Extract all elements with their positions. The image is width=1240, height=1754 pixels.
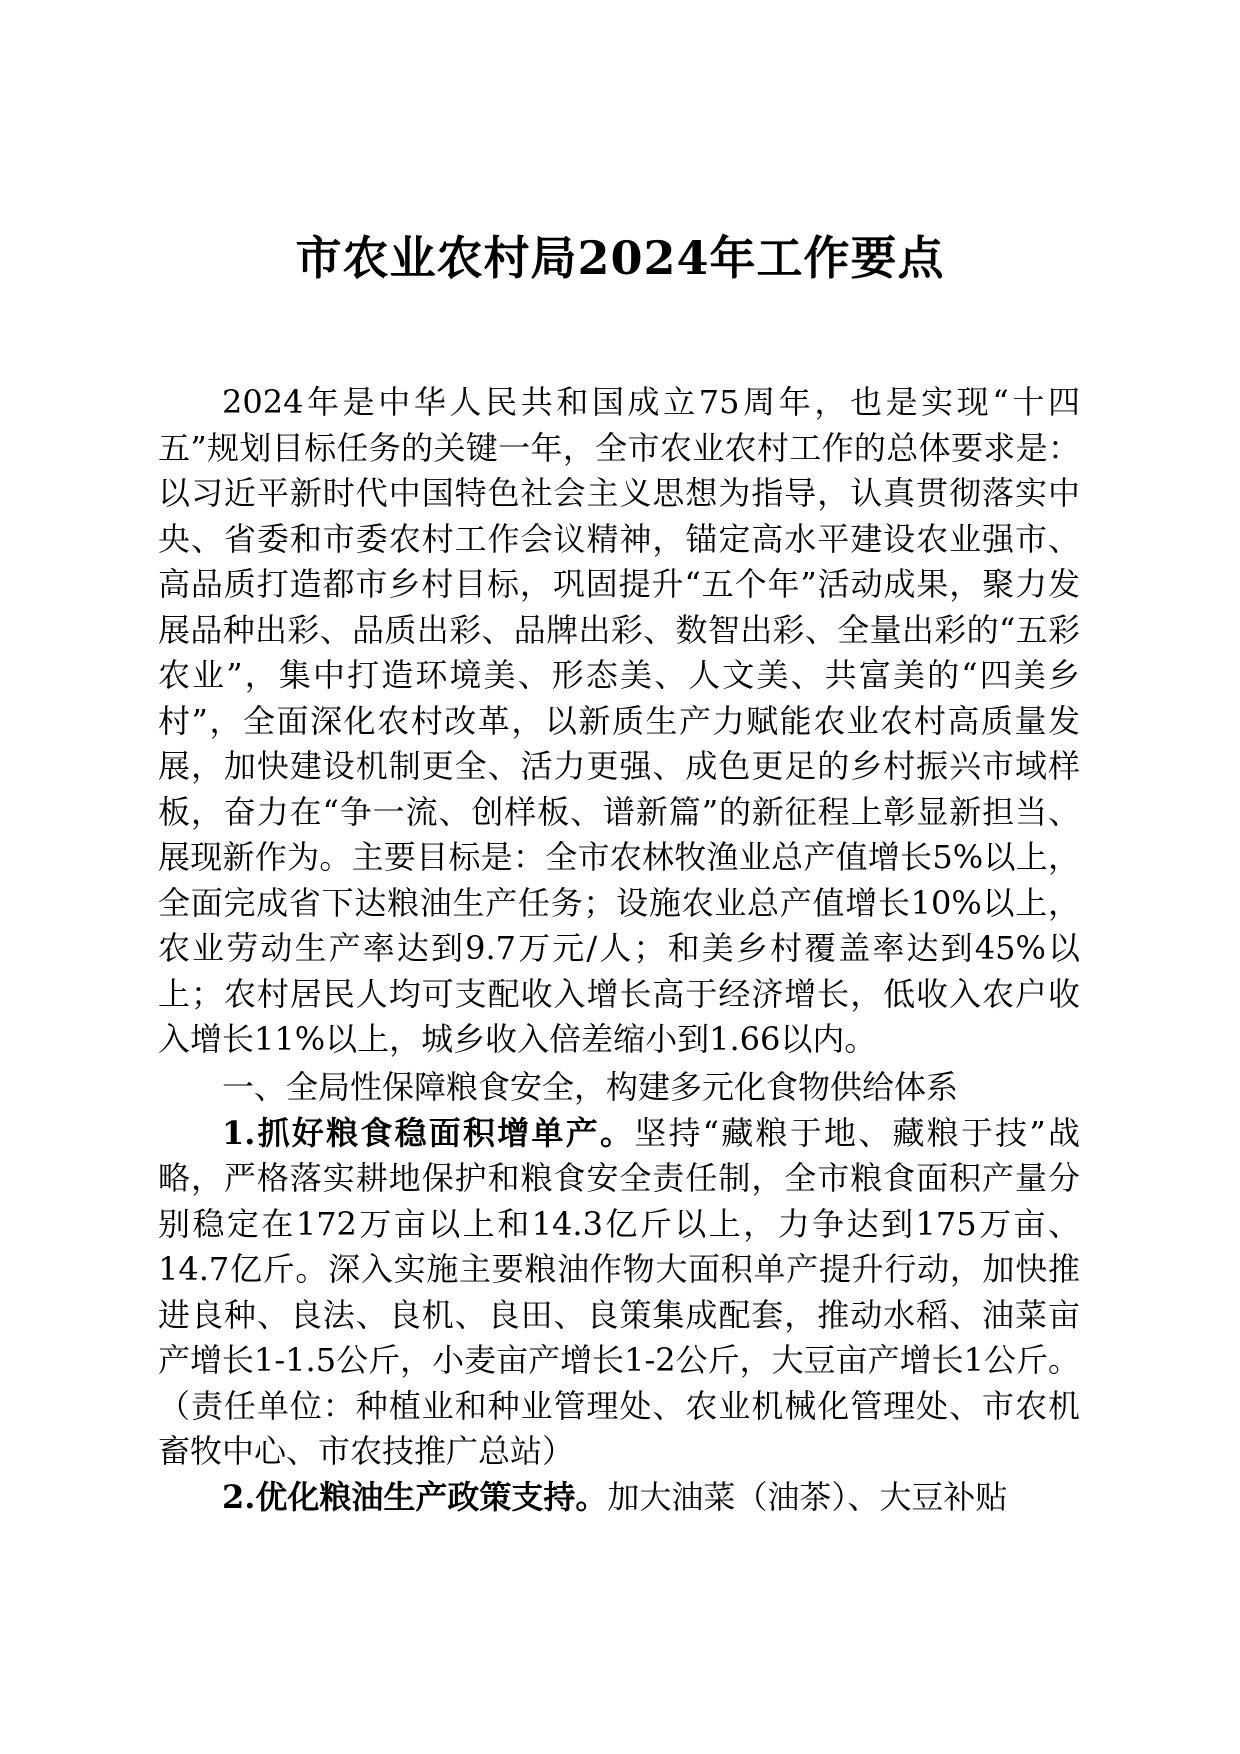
item-1-paragraph [158, 1111, 1080, 1475]
item-1-text: 坚持“藏粮于地、藏粮于技”战略，严格落实耕地保护和粮食安全责任制，全市粮食面积产量分别稳定在172万亩以上和14.3亿斤以上，力争达到175万亩、14.7亿斤。深入实施主要粮油作物大面积单产提升行动，加快推进良种、良法、良机、良田、良策集成配套，推动水稻、油菜亩产增长1-1.5公斤，小麦亩产增长1-2公斤，大豆亩产增长1公斤。（责任单位：种植业和种业管理处、农业机械化管理处、市农机畜牧中心、市农技推广总站） [158, 1113, 1080, 1470]
item-2-text: 加大油菜（油茶）、大豆补贴 [607, 1477, 1008, 1516]
item-1-heading: 1.抓好粮食稳面积增单产。 [222, 1113, 635, 1152]
document-body [158, 380, 1080, 1520]
intro-paragraph: 2024年是中华人民共和国成立75周年，也是实现“十四五”规划目标任务的关键一年，全市农业农村工作的总体要求是：以习近平新时代中国特色社会主义思想为指导，认真贯彻落实中央、省委和市委农村工作会议精神，锚定高水平建设农业强市、高品质打造都市乡村目标，巩固提升“五个年”活动成果，聚力发展品种出彩、品质出彩、品牌出彩、数智出彩、全量出彩的“五彩农业”，集中打造环境美、形态美、人文美、共富美的“四美乡村”，全面深化农村改革，以新质生产力赋能农业农村高质量发展，加快建设机制更全、活力更强、成色更足的乡村振兴市域样板，奋力在“争一流、创样板、谱新篇”的新征程上彰显新担当、展现新作为。主要目标是：全市农林牧渔业总产值增长5%以上，全面完成省下达粮油生产任务；设施农业总产值增长10%以上，农业劳动生产率达到9.7万元/人；和美乡村覆盖率达到45%以上；农村居民人均可支配收入增长高于经济增长，低收入农户收入增长11%以上，城乡收入倍差缩小到1.66以内。 [158, 383, 1080, 1058]
page-title: 市农业农村局2024年工作要点 [295, 231, 945, 285]
section-heading: 一、全局性保障粮食安全，构建多元化食物供给体系 [222, 1067, 959, 1106]
item-2-heading: 2.优化粮油生产政策支持。 [222, 1477, 608, 1516]
item-2-paragraph [158, 1475, 1080, 1521]
